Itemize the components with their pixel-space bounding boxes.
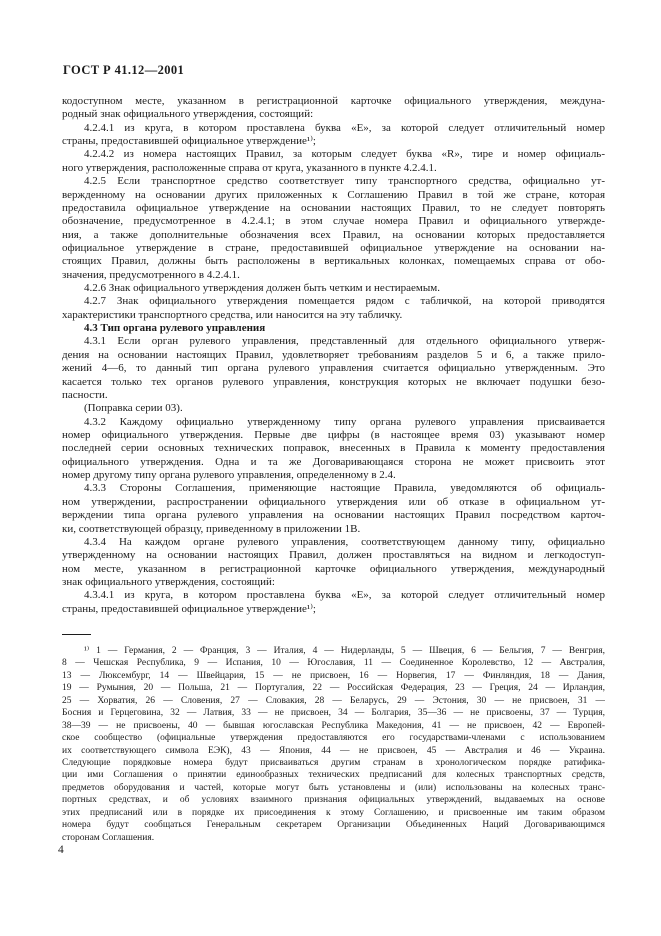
text-line: (Поправка серии 03). <box>84 402 183 415</box>
text-line: 4.2.6 Знак официального утверждения должен быть четким и нестираемым. <box>84 282 440 295</box>
text-line: ном утверждении, распространении официального утверждения или об отказе в официальном ут- <box>62 495 605 508</box>
text-line: знак официального утверждения, состоящий: <box>62 575 275 588</box>
text-line: ния, а также дополнительные обозначения всех Правил, на основании которых предоставляется <box>62 228 605 241</box>
text-line: Следующие порядковые номера будут присваиваться другим странам в хронологическом порядке ратифика- <box>62 757 605 768</box>
standard-designation: ГОСТ Р 41.12—2001 <box>63 63 185 77</box>
text-line: 19 — Румыния, 20 — Польша, 21 — Португалия, 22 — Российская Федерация, 23 — Греция, 24 — Ирландия, <box>62 683 605 694</box>
text-line: страны, предоставившей официальное утверждение¹⁾; <box>62 135 316 148</box>
text-line: этих предписаний или в порядке их присоединения к этому Соглашению, и присвоенные им таким образом <box>62 807 605 818</box>
text-line: 13 — Люксембург, 14 — Швейцария, 15 — не присвоен, 16 — Норвегия, 17 — Финляндия, 18 — Дания, <box>62 670 605 681</box>
text-line: сторонам Соглашения. <box>62 832 155 843</box>
text-line: 4.2.7 Знак официального утверждения помещается рядом с табличкой, на которой приводятся <box>84 295 605 308</box>
text-line: Босния и Герцеговина, 32 — Латвия, 33 — не присвоен, 34 — Болгария, 35—36 — не присвоены, 37 — Турция, <box>62 708 605 719</box>
text-line: ном месте, указанном в регистрационной карточке официального утверждения, международный <box>62 562 605 575</box>
text-line: 38—39 — не присвоены, 40 — бывшая югославская Республика Македония, 41 — не присвоен, 42 — Европей- <box>62 720 605 731</box>
text-line: ного утверждения, расположенные справа от круга, указанного в пункте 4.2.4.1. <box>62 161 437 174</box>
text-line: значения, предусмотренного в 4.2.4.1. <box>62 268 240 281</box>
text-line: 4.2.4.2 из номера настоящих Правил, за которым следует буква «R», тире и номер официаль- <box>84 148 605 161</box>
text-line: официального утверждения. Одна и та же Договаривающаяся сторона не может присвоить этот <box>62 455 605 468</box>
text-line: 4.3 Тип органа рулевого управления <box>84 322 266 335</box>
text-line: дения на основании настоящих Правил, удовлетворяет требованиям разделов 5 и 6, а также прило- <box>62 348 605 361</box>
text-line: вержденному на основании других приложенных к Соглашению Правил в той же стране, которая <box>62 188 605 201</box>
text-line: 8 — Чешская Республика, 9 — Испания, 10 — Югославия, 11 — Соединенное Королевство, 12 — Австралия, <box>62 658 605 669</box>
text-line: 4.2.4.1 из круга, в котором проставлена буква «Е», за которой следует отличительный номер <box>84 121 605 134</box>
text-line: 4.3.4 На каждом органе рулевого управления, соответствующем данному типу, официально <box>84 535 605 548</box>
text-line: страны, предоставившей официальное утверждение¹⁾; <box>62 602 316 615</box>
text-line: 4.3.2 Каждому официально утвержденному типу органа рулевого управления присваивается <box>84 415 605 428</box>
text-line: родный знак официального утверждения, состоящий: <box>62 108 314 121</box>
text-line: касается только тех органов рулевого управления, конструкция которых не включает подушки безо- <box>62 375 605 388</box>
text-line: номера будут сообщаться Генеральным секретарем Организации Объединенных Наций Договаривающимся <box>62 820 605 831</box>
text-line: ции ими Соглашения о принятии единообразных технических предписаний для колесных транспортных средств, <box>62 770 605 781</box>
text-line: ки, соответствующей образцу, приведенному в приложении 1В. <box>62 522 361 535</box>
text-line: их соответствующего символа ЕЭК), 43 — Япония, 44 — не присвоен, 45 — Австралия и 46 — Украина. <box>62 745 605 756</box>
text-line: 4.2.5 Если транспортное средство соответствует типу транспортного средства, официально ут- <box>84 175 605 188</box>
text-line: характеристики транспортного средства, или наносится на эту табличку. <box>62 308 403 321</box>
document-body <box>62 95 605 616</box>
text-line: верждении типа органа рулевого управления на основании настоящих Правил посредством карточ- <box>62 509 605 522</box>
text-line: предоставила официальное утверждение на основании настоящих Правил, то не следует повторять <box>62 201 605 214</box>
text-line: 4.3.1 Если орган рулевого управления, представленный для отдельного официального утверж- <box>84 335 605 348</box>
text-line: утвержденному на основании настоящих Правил, должен проставляться на видном и легкодоступ- <box>62 549 605 562</box>
footnote <box>62 645 605 844</box>
text-line: номер другому типу органа рулевого управления, определенному в 2.4. <box>62 469 396 482</box>
text-line: 4.3.3 Стороны Соглашения, применяющие настоящие Правила, уведомляются об официаль- <box>84 482 605 495</box>
text-line: кодоступном месте, указанном в регистрационной карточке официального утверждения, междуна- <box>62 95 605 107</box>
text-line: жений 4—6, то данный тип органа рулевого управления считается официально утвержденным. Это <box>62 362 605 375</box>
text-line: портных средствах, и об условиях взаимного признания официальных утверждений, выдаваемых на основе <box>62 795 605 806</box>
text-line: 25 — Хорватия, 26 — Словения, 27 — Словакия, 28 — Беларусь, 29 — Эстония, 30 — не присвоен, 31 — <box>62 695 605 706</box>
text-line: предметов оборудования и частей, которые могут быть установлены и (или) использованы на колесных транс- <box>62 782 605 793</box>
text-line: пасности. <box>62 388 108 401</box>
text-line: обозначение, предусмотренное в 4.2.4.1; в этом случае номера Правил и официального утвержде- <box>62 215 605 228</box>
text-line: ¹⁾ 1 — Германия, 2 — Франция, 3 — Италия, 4 — Нидерланды, 5 — Швеция, 6 — Бельгия, 7 — Венгрия, <box>84 646 605 656</box>
text-line: официальное утверждение в стране, предоставившей официальное утверждение на основании на- <box>62 241 605 254</box>
text-line: номер официального утверждения. Первые две цифры (в настоящее время 03) указывают номер <box>62 428 605 441</box>
text-line: ское сообщество (официальные утверждения предоставляются его государствами-членами с использованием <box>62 733 605 744</box>
page-number: 4 <box>58 844 64 856</box>
text-line: 4.3.4.1 из круга, в котором проставлена буква «Е», за которой следует отличительный номер <box>84 589 605 602</box>
text-line: стоящих Правил, должны быть расположены в вертикальных колонках, помещаемых справа от обо- <box>62 255 605 268</box>
footnote-separator <box>62 634 91 635</box>
text-line: последней серии основных технических поправок, внесенных в Правила к моменту предоставления <box>62 442 605 455</box>
